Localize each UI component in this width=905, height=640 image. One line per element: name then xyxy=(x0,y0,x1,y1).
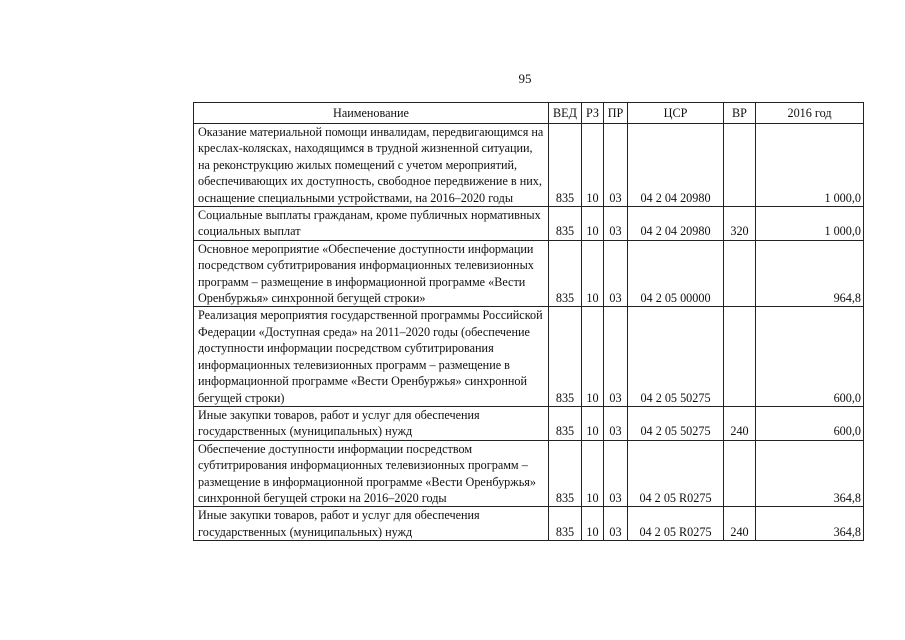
table-row xyxy=(194,124,864,207)
row-ved: 835 xyxy=(549,406,582,440)
row-vr: 320 xyxy=(724,207,756,241)
table-row xyxy=(194,240,864,307)
row-ved: 835 xyxy=(549,124,582,207)
row-vr xyxy=(724,240,756,307)
row-rz: 10 xyxy=(582,440,604,507)
row-vr xyxy=(724,440,756,507)
row-amount: 1 000,0 xyxy=(756,124,864,207)
row-rz: 10 xyxy=(582,124,604,207)
header-year: 2016 год xyxy=(756,103,864,124)
row-ved: 835 xyxy=(549,240,582,307)
row-name: Основное мероприятие «Обеспечение доступности информации посредством субтитрирования информационных телевизионных программ – размещение в информационной программе «Вести Оренбуржья» синхронной бегущей строки» xyxy=(194,240,549,307)
row-csr: 04 2 05 R0275 xyxy=(628,440,724,507)
table-row xyxy=(194,507,864,541)
header-vr: ВР xyxy=(724,103,756,124)
row-csr: 04 2 04 20980 xyxy=(628,124,724,207)
row-pr: 03 xyxy=(604,507,628,541)
row-amount: 964,8 xyxy=(756,240,864,307)
header-rz: РЗ xyxy=(582,103,604,124)
row-rz: 10 xyxy=(582,207,604,241)
page-number: 95 xyxy=(518,71,532,86)
row-pr: 03 xyxy=(604,240,628,307)
table-row xyxy=(194,406,864,440)
row-pr: 03 xyxy=(604,207,628,241)
row-csr: 04 2 05 R0275 xyxy=(628,507,724,541)
header-pr: ПР xyxy=(604,103,628,124)
row-rz: 10 xyxy=(582,507,604,541)
row-ved: 835 xyxy=(549,507,582,541)
row-amount: 600,0 xyxy=(756,307,864,406)
row-name: Иные закупки товаров, работ и услуг для обеспечения государственных (муниципальных) нужд xyxy=(194,507,549,541)
row-csr: 04 2 04 20980 xyxy=(628,207,724,241)
row-csr: 04 2 05 50275 xyxy=(628,307,724,406)
row-ved: 835 xyxy=(549,207,582,241)
row-amount: 364,8 xyxy=(756,440,864,507)
row-pr: 03 xyxy=(604,440,628,507)
row-ved: 835 xyxy=(549,440,582,507)
row-pr: 03 xyxy=(604,406,628,440)
table-row xyxy=(194,440,864,507)
header-csr: ЦСР xyxy=(628,103,724,124)
row-csr: 04 2 05 50275 xyxy=(628,406,724,440)
row-vr xyxy=(724,307,756,406)
row-name: Реализация мероприятия государственной программы Российской Федерации «Доступная среда» на 2011–2020 годы (обеспечение доступности информации посредством субтитрирования информационных телевизионных программ – размещение в информационной программе «Вести Оренбуржья» синхронной бегущей строки) xyxy=(194,307,549,406)
row-name: Иные закупки товаров, работ и услуг для обеспечения государственных (муниципальных) нужд xyxy=(194,406,549,440)
row-vr xyxy=(724,124,756,207)
row-name: Социальные выплаты гражданам, кроме публичных нормативных социальных выплат xyxy=(194,207,549,241)
row-pr: 03 xyxy=(604,124,628,207)
row-amount: 600,0 xyxy=(756,406,864,440)
row-rz: 10 xyxy=(582,406,604,440)
header-ved: ВЕД xyxy=(549,103,582,124)
header-name: Наименование xyxy=(194,103,549,124)
budget-table xyxy=(193,102,864,541)
row-ved: 835 xyxy=(549,307,582,406)
row-amount: 364,8 xyxy=(756,507,864,541)
row-name: Обеспечение доступности информации посредством субтитрирования информационных телевизионных программ – размещение в информационной программе «Вести Оренбуржья» синхронной бегущей строки на 2016–2020 годы xyxy=(194,440,549,507)
table-header-row xyxy=(194,103,864,124)
row-pr: 03 xyxy=(604,307,628,406)
row-vr: 240 xyxy=(724,507,756,541)
row-rz: 10 xyxy=(582,307,604,406)
row-amount: 1 000,0 xyxy=(756,207,864,241)
row-name: Оказание материальной помощи инвалидам, передвигающимся на креслах-колясках, находящимся в трудной жизненной ситуации, на реконструкцию жилых помещений с учетом мероприятий, обеспечивающих их доступность, свободное передвижение в них, оснащение специальными устройствами, на 2016–2020 годы xyxy=(194,124,549,207)
row-rz: 10 xyxy=(582,240,604,307)
table-row xyxy=(194,307,864,406)
table-row xyxy=(194,207,864,241)
row-csr: 04 2 05 00000 xyxy=(628,240,724,307)
row-vr: 240 xyxy=(724,406,756,440)
